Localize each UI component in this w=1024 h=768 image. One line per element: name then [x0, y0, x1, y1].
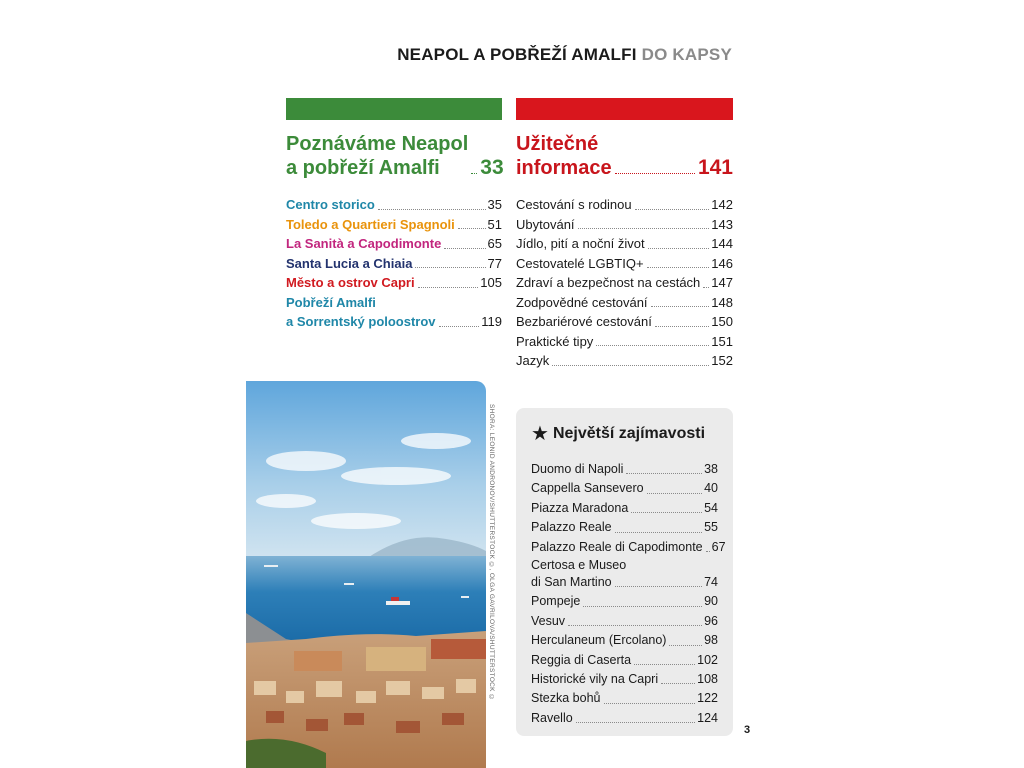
- toc-entry[interactable]: Toledo a Quartieri Spagnoli 51: [286, 216, 502, 232]
- toc-entry[interactable]: Cestování s rodinou 142: [516, 197, 733, 212]
- red-section-bar: [516, 98, 733, 120]
- page-number: 3: [744, 724, 751, 736]
- toc-entry[interactable]: Jazyk 152: [516, 353, 733, 368]
- toc-entry[interactable]: Centro storico 35: [286, 197, 502, 212]
- highlights-box: [516, 408, 733, 736]
- page-header: [397, 45, 732, 65]
- star-icon: ★: [531, 423, 549, 445]
- highlight-entry[interactable]: Reggia di Caserta 102: [531, 652, 718, 667]
- highlight-entry[interactable]: Palazzo Reale di Capodimonte 67: [531, 539, 726, 554]
- highlight-entry[interactable]: Vesuv 96: [531, 613, 718, 628]
- toc-entry[interactable]: Praktické tipy 151: [516, 333, 733, 349]
- highlight-entry[interactable]: Palazzo Reale 55: [531, 520, 718, 535]
- section-page-number: 33: [480, 156, 504, 179]
- highlight-entry[interactable]: Historické vily na Capri 108: [531, 672, 718, 687]
- highlight-entry[interactable]: Ravello 124: [531, 710, 718, 725]
- bay-of-naples-photo: [246, 381, 486, 768]
- toc-column-info: [516, 98, 733, 371]
- highlight-entry[interactable]: Piazza Maradona 54: [531, 500, 718, 515]
- photo-credit: SHORA: LEONID ANDRONOV/SHUTTERSTOCK ©, OLGA GAVRILOVA/SHUTTERSTOCK ©: [488, 404, 495, 702]
- toc-entry[interactable]: La Sanità a Capodimonte 65: [286, 236, 502, 251]
- toc-entry[interactable]: Město a ostrov Capri 105: [286, 275, 502, 290]
- highlight-entry[interactable]: Certosa e Museo di San Martino 74: [531, 558, 718, 590]
- toc-entry[interactable]: Cestovatelé LGBTIQ+ 146: [516, 255, 733, 271]
- toc-entry[interactable]: Ubytování 143: [516, 216, 733, 232]
- highlights-list: [531, 460, 726, 728]
- highlight-entry[interactable]: Cappella Sansevero 40: [531, 481, 718, 496]
- toc-entry[interactable]: Jídlo, pití a noční život 144: [516, 236, 733, 251]
- highlight-entry[interactable]: Duomo di Napoli 38: [531, 462, 718, 476]
- highlight-entry[interactable]: Stezka bohů 122: [531, 691, 718, 706]
- highlight-entry[interactable]: Herculaneum (Ercolano) 98: [531, 633, 718, 648]
- region-list: [286, 195, 502, 332]
- highlight-entry[interactable]: Pompeje 90: [531, 594, 718, 609]
- guide-title: NEAPOL A POBŘEŽÍ AMALFI: [397, 45, 637, 64]
- green-section-bar: [286, 98, 502, 120]
- toc-column-explore: [286, 98, 502, 332]
- highlights-title: ★ Největší zajímavosti: [531, 423, 706, 445]
- toc-entry[interactable]: Zodpovědné cestování 148: [516, 294, 733, 310]
- toc-entry[interactable]: Pobřeží Amalfi a Sorrentský poloostrov 119: [286, 294, 502, 329]
- toc-entry[interactable]: Bezbariérové cestování 150: [516, 314, 733, 329]
- section-title-explore[interactable]: Poznáváme Neapol a pobřeží Amalfi 33: [286, 133, 504, 179]
- toc-entry[interactable]: Zdraví a bezpečnost na cestách 147: [516, 275, 733, 290]
- guide-subtitle: DO KAPSY: [641, 45, 732, 64]
- section-page-number: 141: [697, 156, 733, 179]
- section-title-info[interactable]: Užitečné informace 141: [516, 133, 733, 179]
- toc-entry[interactable]: Santa Lucia a Chiaia 77: [286, 255, 502, 271]
- info-list: [516, 195, 733, 371]
